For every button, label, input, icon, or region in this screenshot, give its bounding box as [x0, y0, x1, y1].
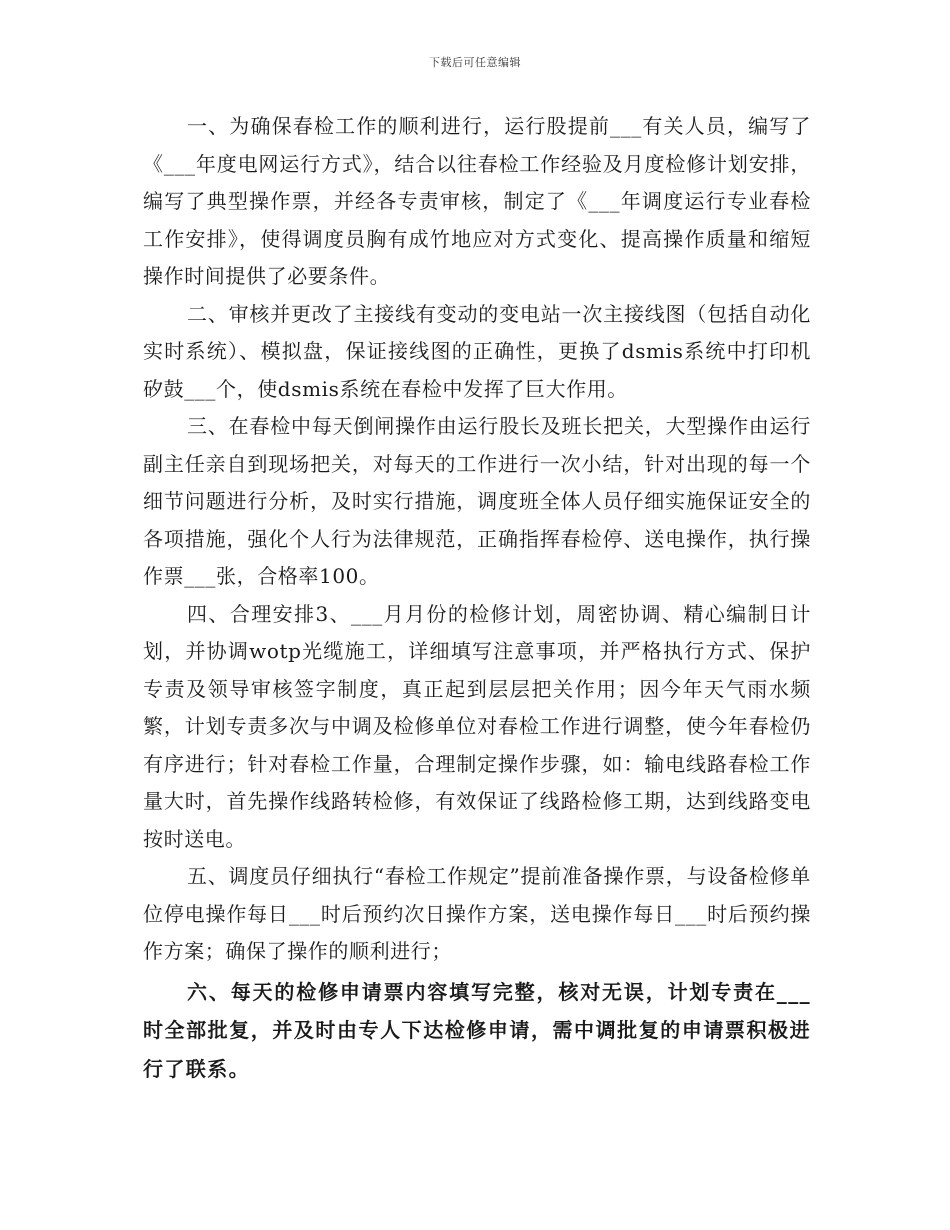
paragraph-2: 二、审核并更改了主接线有变动的变电站一次主接线图（包括自动化实时系统）、模拟盘，保证接线图的正确性，更换了dsmis系统中打印机矽鼓___个，使dsmis系统在春检中发挥了巨大作用。	[143, 301, 811, 401]
paragraph-5: 五、调度员仔细执行“春检工作规定”提前准备操作票，与设备检修单位停电操作每日___时后预约次日操作方案，送电操作每日___时后预约操作方案；确保了操作的顺利进行；	[143, 864, 811, 963]
paragraph-4: 四、合理安排3、___月月份的检修计划，周密协调、精心编制日计划，并协调wotp光缆施工，详细填写注意事项，并严格执行方式、保护专责及领导审核签字制度，真正起到层层把关作用；因今年天气雨水频繁，计划专责多次与中调及检修单位对春检工作进行调整，使今年春检仍有序进行；针对春检工作量，合理制定操作步骤，如：输电线路春检工作量大时，首先操作线路转检修，有效保证了线路检修工期，达到线路变电按时送电。	[143, 601, 811, 851]
paragraph-1: 一、为确保春检工作的顺利进行，运行股提前___有关人员，编写了《___年度电网运行方式》，结合以往春检工作经验及月度检修计划安排，编写了典型操作票，并经各专责审核，制定了《___年调度运行专业春检工作安排》，使得调度员胸有成竹地应对方式变化、提高操作质量和缩短操作时间提供了必要条件。	[143, 114, 811, 288]
paragraph-6: 六、每天的检修申请票内容填写完整，核对无误，计划专责在___时全部批复，并及时由专人下达检修申请，需中调批复的申请票积极进行了联系。	[143, 979, 811, 1081]
page-header: 下载后可任意编辑	[429, 56, 521, 69]
document-body	[143, 108, 811, 1088]
paragraph-3: 三、在春检中每天倒闸操作由运行股长及班长把关，大型操作由运行副主任亲自到现场把关，对每天的工作进行一次小结，针对出现的每一个细节问题进行分析，及时实行措施，调度班全体人员仔细实施保证安全的各项措施，强化个人行为法律规范，正确指挥春检停、送电操作，执行操作票___张，合格率100。	[143, 414, 811, 588]
